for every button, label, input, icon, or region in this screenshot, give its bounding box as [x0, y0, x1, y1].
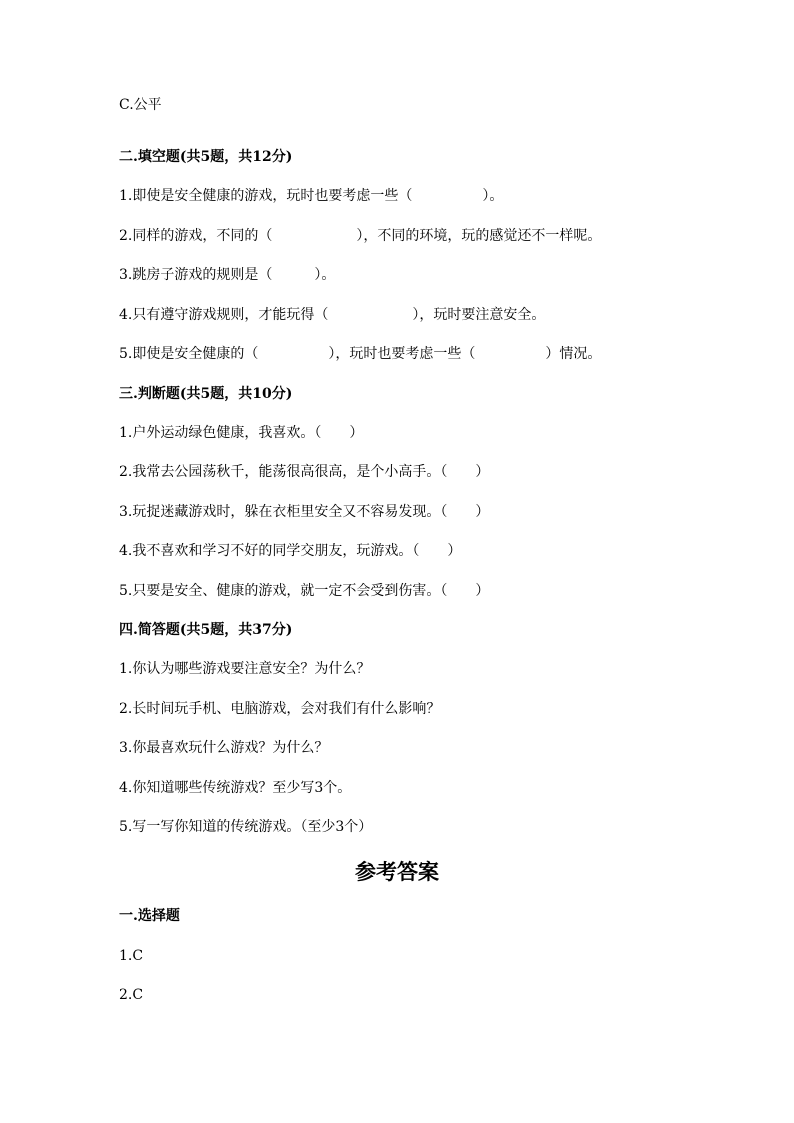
fill-question-5: 5.即使是安全健康的（ ），玩时也要考虑一些（ ）情况。: [119, 346, 602, 362]
answers-section-heading: 一.选择题: [119, 908, 180, 924]
judge-question-2: 2.我常去公园荡秋千，能荡很高很高，是个小高手。（ ）: [119, 464, 490, 480]
fill-question-2: 2.同样的游戏，不同的（ ），不同的环境，玩的感觉还不一样呢。: [119, 228, 602, 244]
fill-section-heading: 二.填空题(共5题，共12分): [119, 149, 293, 165]
fill-question-4: 4.只有遵守游戏规则，才能玩得（ ），玩时要注意安全。: [119, 307, 546, 323]
judge-question-5: 5.只要是安全、健康的游戏，就一定不会受到伤害。（ ）: [119, 583, 490, 599]
judge-question-1: 1.户外运动绿色健康，我喜欢。（ ）: [119, 425, 364, 441]
short-question-4: 4.你知道哪些传统游戏？至少写3个。: [119, 780, 352, 796]
fill-question-3: 3.跳房子游戏的规则是（ ）。: [119, 267, 336, 283]
option-c: C.公平: [119, 97, 162, 113]
short-question-2: 2.长时间玩手机、电脑游戏，会对我们有什么影响？: [119, 701, 441, 717]
answer-2: 2.C: [119, 987, 144, 1003]
answer-1: 1.C: [119, 948, 144, 964]
judge-question-3: 3.玩捉迷藏游戏时，躲在衣柜里安全又不容易发现。（ ）: [119, 504, 490, 520]
judge-section-heading: 三.判断题(共5题，共10分): [119, 386, 293, 402]
judge-question-4: 4.我不喜欢和学习不好的同学交朋友，玩游戏。（ ）: [119, 543, 462, 559]
short-section-heading: 四.简答题(共5题，共37分): [119, 622, 293, 638]
short-question-1: 1.你认为哪些游戏要注意安全？为什么？: [119, 661, 371, 677]
answers-title: 参考答案: [355, 859, 439, 884]
fill-question-1: 1.即使是安全健康的游戏，玩时也要考虑一些（ ）。: [119, 188, 504, 204]
short-question-3: 3.你最喜欢玩什么游戏？为什么？: [119, 740, 329, 756]
short-question-5: 5.写一写你知道的传统游戏。（至少3个）: [119, 819, 373, 835]
